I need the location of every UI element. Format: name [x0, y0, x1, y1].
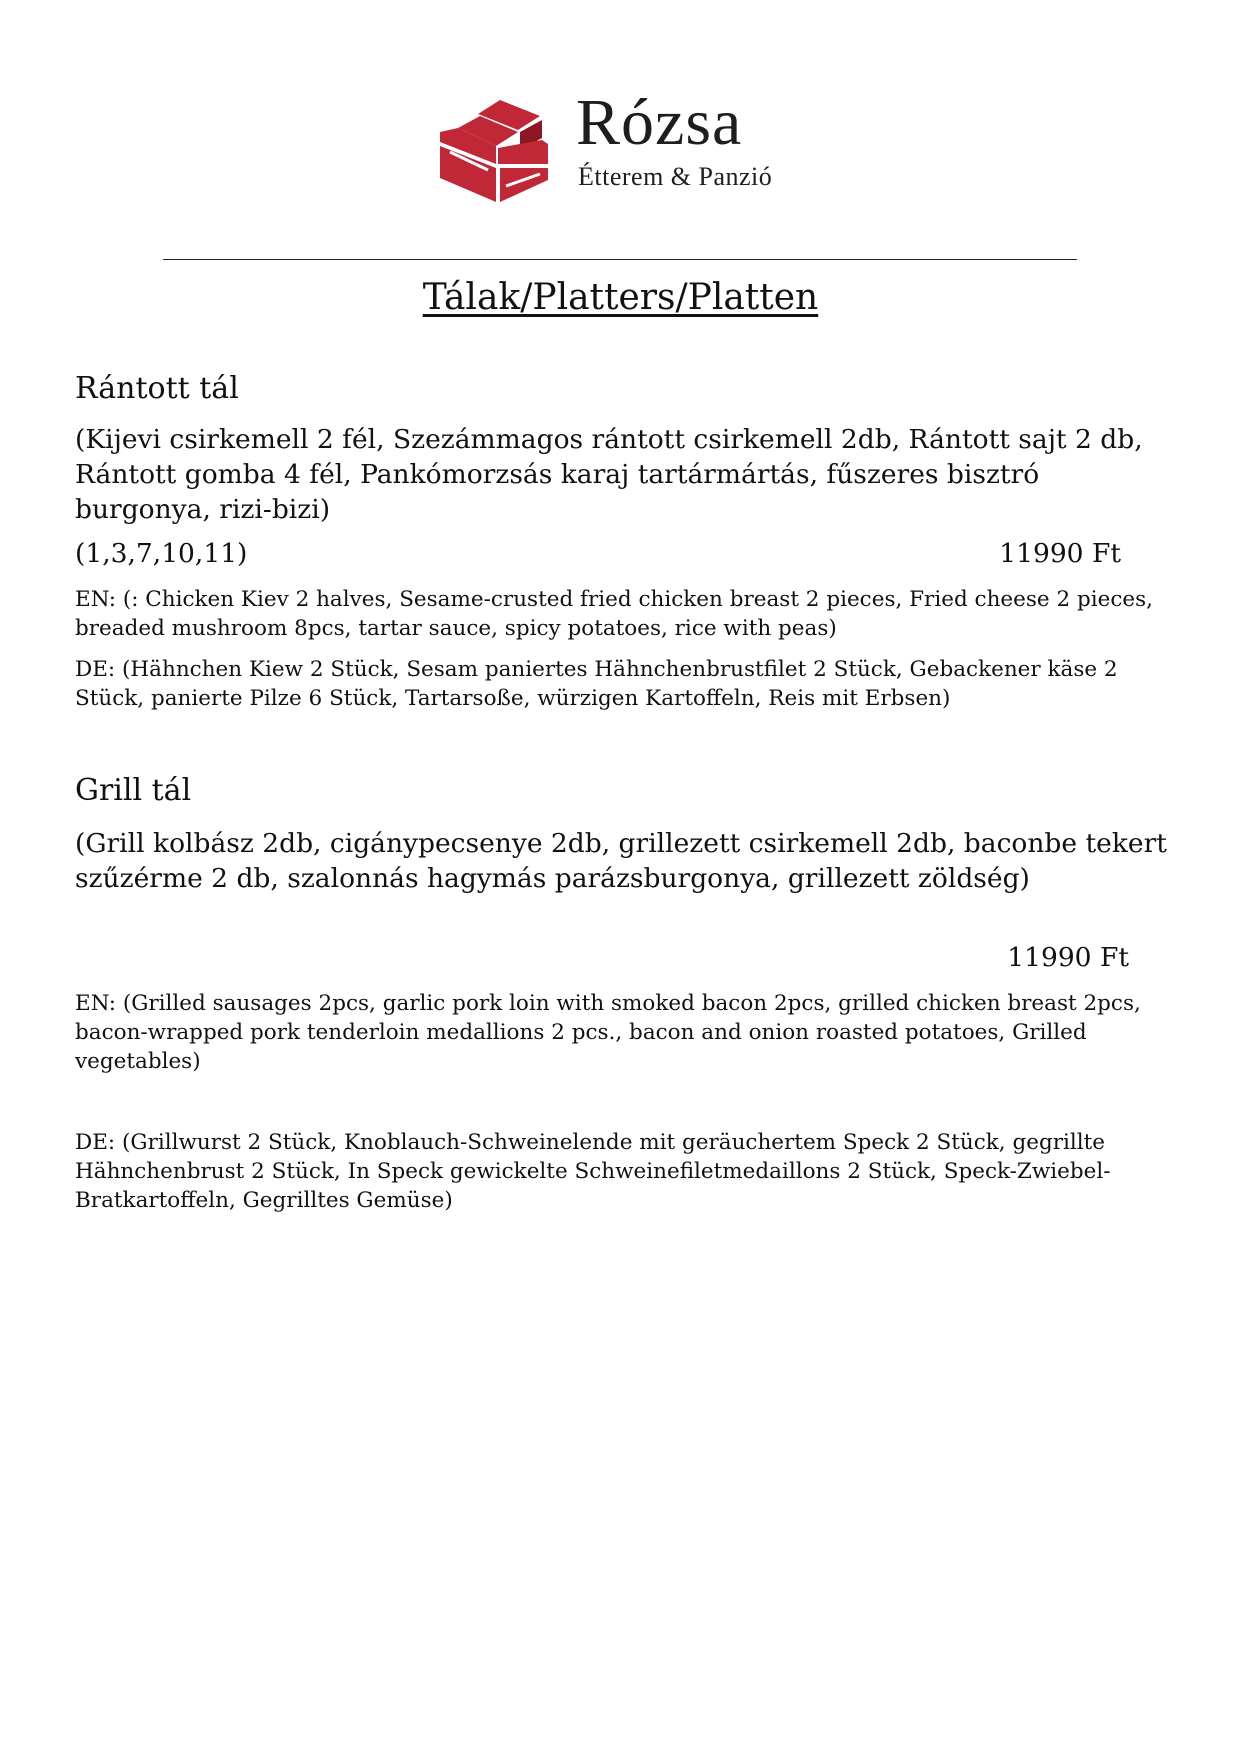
item-description-hu: (Kijevi csirkemell 2 fél, Szezámmagos rántott csirkemell 2db, Rántott sajt 2 db, Rántott gomba 4 fél, Pankómorzsás karaj tartármártás, fűszeres bisztró burgonya, rizi-bizi) — [75, 424, 1143, 525]
page-title: Tálak/Platters/Platten — [422, 277, 819, 318]
item-name-grill-tal: Grill tál — [75, 773, 192, 808]
item-name-rantott-tal: Rántott tál — [75, 371, 239, 406]
rose-cubes-icon — [440, 94, 560, 206]
divider-line — [163, 259, 1077, 260]
item-price: 11990 Ft — [999, 538, 1121, 569]
brand-name: Rózsa — [576, 86, 743, 159]
item-description-de: DE: (Grillwurst 2 Stück, Knoblauch-Schweinelende mit geräuchertem Speck 2 Stück, gegrillte Hähnchenbrust 2 Stück, In Speck gewickelte Schweinefiletmedaillons 2 Stück, Speck-Zwiebel-Bratkartoffeln, Gegrilltes Gemüse) — [75, 1130, 1111, 1213]
restaurant-logo — [440, 86, 820, 206]
item-description-hu: (Grill kolbász 2db, cigánypecsenye 2db, grillezett csirkemell 2db, baconbe tekert szűzérme 2 db, szalonnás hagymás parázsburgonya, grillezett zöldség) — [75, 828, 1167, 894]
item-description-de: DE: (Hähnchen Kiew 2 Stück, Sesam paniertes Hähnchenbrustfilet 2 Stück, Gebackener käse 2 Stück, panierte Pilze 6 Stück, Tartarsoße, würzigen Kartoffeln, Reis mit Erbsen) — [75, 657, 1118, 711]
item-description-en: EN: (Grilled sausages 2pcs, garlic pork loin with smoked bacon 2pcs, grilled chicken breast 2pcs, bacon-wrapped pork tenderloin medallions 2 pcs., bacon and onion roasted potatoes, Grilled vegetables) — [75, 991, 1141, 1074]
brand-subtitle: Étterem & Panzió — [578, 162, 773, 191]
item-price: 11990 Ft — [1007, 942, 1129, 973]
item-description-en: EN: (: Chicken Kiev 2 halves, Sesame-crusted fried chicken breast 2 pieces, Fried cheese 2 pieces, breaded mushroom 8pcs, tartar sauce, spicy potatoes, rice with peas) — [75, 587, 1153, 641]
item-allergens: (1,3,7,10,11) — [75, 538, 248, 569]
